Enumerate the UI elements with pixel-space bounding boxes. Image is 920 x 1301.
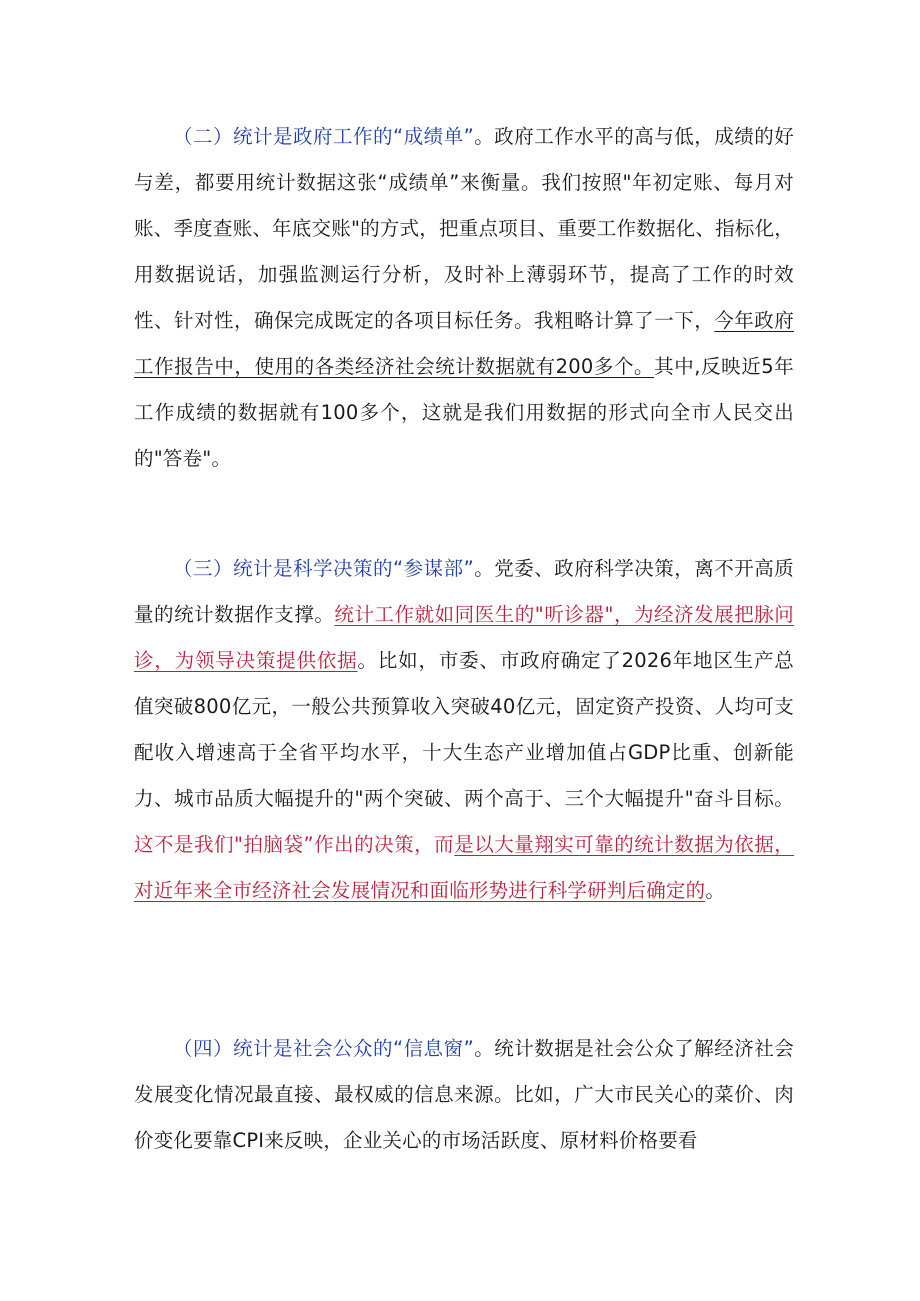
section-4-heading: （四）统计是社会公众的“信息窗” — [173, 1037, 474, 1060]
section-3-text-a: 。党委、政府科学决策，离不开高质量的统计数据作支撑。 — [134, 557, 795, 626]
section-4-text-a: 。统计数据是社会公众了解经济社会发展变化情况最直接、最权威的信息来源。比如，广大市民关心的菜价、肉价变化要靠CPI来反映，企业关心的市场活跃度、原材料价格要看 — [134, 1037, 795, 1152]
paragraph-section-3 — [134, 546, 794, 914]
section-3-red-text: 这不是我们"拍脑袋”作出的决策，而 — [134, 833, 455, 856]
section-3-text-b: 。比如，市委、市政府确定了2026年地区生产总值突破800亿元，一般公共预算收入突破40亿元，固定资产投资、人均可支配收入增速高于全省平均水平，十大生态产业增加值占GDP比重、创新能力、城市品质大幅提升的"两个突破、两个高于、三个大幅提升"奋斗目标。 — [134, 649, 794, 810]
section-3-heading: （三）统计是科学决策的“参谋部” — [173, 557, 474, 580]
section-3-red-underlined-2: 是以大量翔实可靠的统计数据为依据，对近年来全市经济社会发展情况和面临形势进行科学研判后确定的 — [134, 833, 794, 902]
section-2-text-a: 。政府工作水平的高与低，成绩的好与差，都要用统计数据这张“成绩单”来衡量。我们按照"年初定账、每月对账、季度查账、年底交账"的方式，把重点项目、重要工作数据化、指标化，用数据说话，加强监测运行分析，及时补上薄弱环节，提高了工作的时效性、针对性，确保完成既定的各项目标任务。我粗略计算了一下， — [134, 125, 795, 332]
paragraph-section-2 — [134, 114, 794, 482]
section-2-heading: （二）统计是政府工作的“成绩单” — [173, 125, 474, 148]
section-2-underlined-text: 今年政府工作报告中，使用的各类经济社会统计数据就有200多个。 — [134, 309, 794, 378]
paragraph-section-4 — [134, 1026, 794, 1164]
section-3-text-c: 。 — [705, 879, 726, 902]
section-2-text-b: 其中,反映近5年工作成绩的数据就有100多个，这就是我们用数据的形式向全市人民交出的"答卷"。 — [134, 355, 794, 470]
section-3-red-underlined-1: 统计工作就如同医生的"听诊器"，为经济发展把脉问诊，为领导决策提供依据 — [134, 603, 794, 672]
